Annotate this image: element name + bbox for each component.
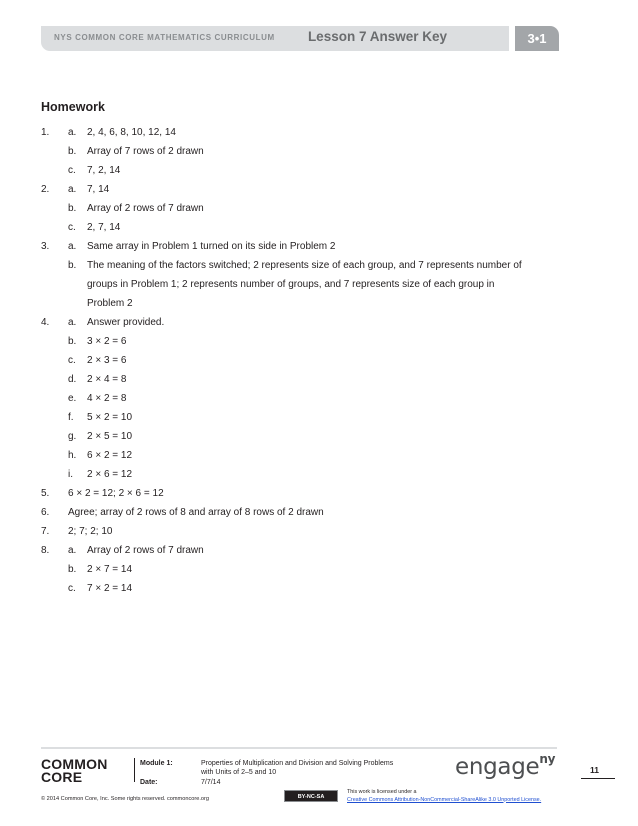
answer-row	[41, 222, 581, 241]
part-letter: c.	[68, 583, 76, 594]
answer-text: 3 × 2 = 6	[87, 336, 127, 347]
answer-text: The meaning of the factors switched; 2 represents size of each group, and 7 represents number of	[87, 260, 522, 271]
problem-number: 8.	[41, 545, 50, 556]
part-letter: a.	[68, 184, 77, 195]
answer-text: Answer provided.	[87, 317, 165, 328]
answer-row	[41, 488, 581, 507]
problem-number: 1.	[41, 127, 50, 138]
common-core-logo	[41, 758, 119, 784]
answer-text: 4 × 2 = 8	[87, 393, 127, 404]
module-value-line-2: with Units of 2–5 and 10	[201, 769, 277, 776]
answer-text: Problem 2	[87, 298, 133, 309]
answer-row	[41, 583, 581, 602]
answer-list	[41, 127, 581, 602]
answer-row	[41, 374, 581, 393]
answer-row	[41, 431, 581, 450]
problem-number: 3.	[41, 241, 50, 252]
answer-row	[41, 165, 581, 184]
answer-text: 2, 7, 14	[87, 222, 121, 233]
answer-row	[41, 184, 581, 203]
part-letter: b.	[68, 146, 77, 157]
brand-sup: ny	[539, 752, 556, 766]
problem-number: 5.	[41, 488, 50, 499]
answer-text: groups in Problem 1; 2 represents number of groups, and 7 represents size of each group in	[87, 279, 495, 290]
license-line: This work is licensed under a	[347, 789, 417, 795]
part-letter: a.	[68, 545, 77, 556]
answer-row	[41, 317, 581, 336]
header-bar	[41, 26, 509, 51]
answer-row	[41, 526, 581, 545]
page-header	[41, 26, 559, 51]
module-label: Module 1:	[140, 760, 173, 767]
problem-number: 4.	[41, 317, 50, 328]
answer-text: Same array in Problem 1 turned on its side in Problem 2	[87, 241, 336, 252]
answer-text: 2; 7; 2; 10	[68, 526, 113, 537]
part-letter: c.	[68, 355, 76, 366]
answer-row	[41, 279, 581, 298]
module-badge: 3•1	[515, 26, 559, 51]
logo-line-2: CORE	[41, 769, 83, 785]
answer-row	[41, 393, 581, 412]
part-letter: c.	[68, 222, 76, 233]
engageny-logo	[455, 754, 555, 780]
part-letter: f.	[68, 412, 74, 423]
date-label: Date:	[140, 779, 158, 786]
part-letter: a.	[68, 241, 77, 252]
footer-divider	[134, 758, 135, 782]
answer-row	[41, 412, 581, 431]
answer-text: 6 × 2 = 12; 2 × 6 = 12	[68, 488, 164, 499]
answer-row	[41, 127, 581, 146]
part-letter: i.	[68, 469, 73, 480]
copyright-text: © 2014 Common Core, Inc. Some rights reserved. commoncore.org	[41, 796, 209, 802]
module-value-line-1: Properties of Multiplication and Division and Solving Problems	[201, 760, 394, 767]
page-number-underline	[581, 778, 615, 779]
license-text	[347, 789, 541, 804]
page-number: 11	[590, 765, 599, 775]
problem-number: 6.	[41, 507, 50, 518]
answer-text: Array of 7 rows of 2 drawn	[87, 146, 204, 157]
answer-text: 2 × 6 = 12	[87, 469, 133, 480]
answer-text: 5 × 2 = 10	[87, 412, 133, 423]
answer-row	[41, 260, 581, 279]
answer-text: 7, 14	[87, 184, 110, 195]
date-value: 7/7/14	[201, 779, 221, 786]
answer-row	[41, 146, 581, 165]
answer-row	[41, 545, 581, 564]
part-letter: g.	[68, 431, 77, 442]
answer-row	[41, 355, 581, 374]
answer-row	[41, 336, 581, 355]
answer-row	[41, 241, 581, 260]
answer-row	[41, 564, 581, 583]
answer-text: Agree; array of 2 rows of 8 and array of 8 rows of 2 drawn	[68, 507, 324, 518]
answer-row	[41, 469, 581, 488]
cc-license-badge[interactable]: BY-NC-SA	[284, 790, 338, 802]
problem-number: 2.	[41, 184, 50, 195]
answer-text: Array of 2 rows of 7 drawn	[87, 545, 204, 556]
part-letter: b.	[68, 260, 77, 271]
section-title: Homework	[41, 100, 105, 114]
part-letter: h.	[68, 450, 77, 461]
answer-text: 6 × 2 = 12	[87, 450, 133, 461]
answer-row	[41, 298, 581, 317]
answer-text: 2 × 4 = 8	[87, 374, 127, 385]
answer-row	[41, 450, 581, 469]
answer-text: 2 × 7 = 14	[87, 564, 133, 575]
answer-text: 7, 2, 14	[87, 165, 121, 176]
part-letter: a.	[68, 127, 77, 138]
problem-number: 7.	[41, 526, 50, 537]
answer-text: 7 × 2 = 14	[87, 583, 133, 594]
brand-text: engage	[455, 754, 540, 780]
lesson-title: Lesson 7 Answer Key	[307, 29, 447, 44]
answer-text: Array of 2 rows of 7 drawn	[87, 203, 204, 214]
part-letter: a.	[68, 317, 77, 328]
part-letter: e.	[68, 393, 77, 404]
answer-text: 2 × 5 = 10	[87, 431, 133, 442]
footer-rule	[41, 747, 557, 749]
part-letter: b.	[68, 336, 77, 347]
logo-line-1: COMMON	[41, 756, 108, 772]
part-letter: c.	[68, 165, 76, 176]
part-letter: d.	[68, 374, 77, 385]
homework-section	[41, 100, 581, 602]
answer-row	[41, 507, 581, 526]
curriculum-title: NYS COMMON CORE MATHEMATICS CURRICULUM	[54, 33, 275, 42]
part-letter: b.	[68, 203, 77, 214]
answer-row	[41, 203, 581, 222]
answer-text: 2, 4, 6, 8, 10, 12, 14	[87, 127, 176, 138]
answer-text: 2 × 3 = 6	[87, 355, 127, 366]
license-link[interactable]: Creative Commons Attribution-NonCommercial-ShareAlike 3.0 Unported License.	[347, 796, 542, 803]
part-letter: b.	[68, 564, 77, 575]
